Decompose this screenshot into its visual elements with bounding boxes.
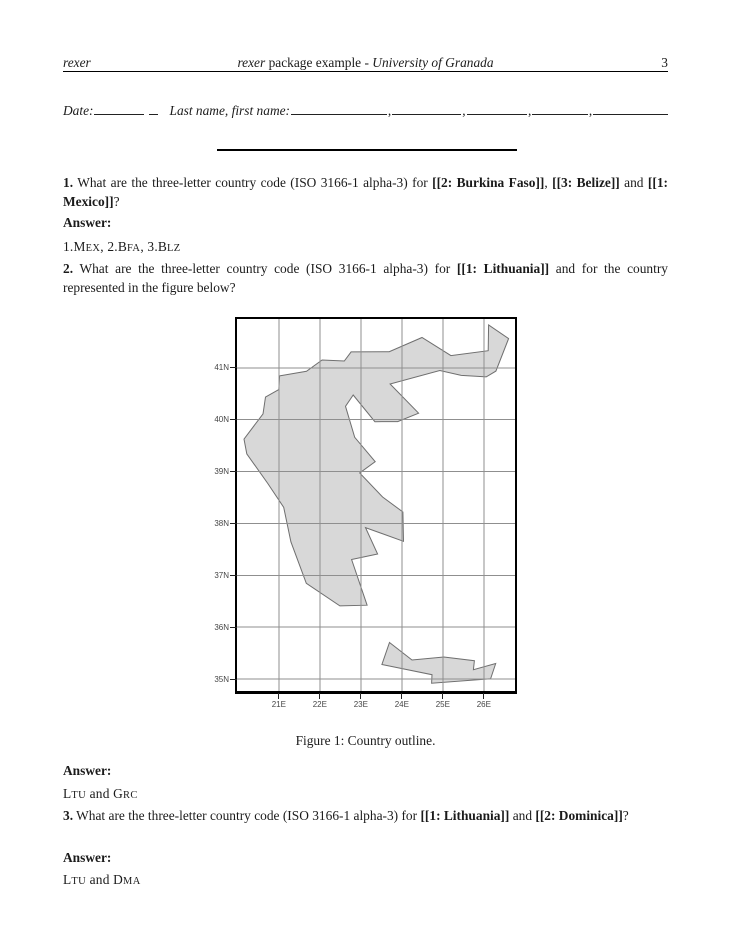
x-tick-label: 21E [271,700,286,709]
x-tick [319,693,320,699]
text-segment: [[3: Belize]] [552,175,620,190]
x-tick-label: 24E [394,700,409,709]
header-left-title: rexer [63,55,91,70]
text-segment: , [544,175,553,190]
text-segment: [[1: Lithuania]] [456,261,550,276]
date-blank-short [149,102,158,115]
x-tick [483,693,484,699]
name-blank-segment [532,102,588,115]
text-segment: and [509,808,536,823]
text-segment: package example - [265,55,373,70]
date-label: Date: [63,103,94,118]
text-segment: and [619,175,648,190]
answer-label-3: Answer: [63,850,112,865]
text-segment: ? [622,808,629,823]
smallcaps-run: TU [71,876,87,887]
answer-text-3: LTU and DMA [63,872,141,887]
page-header [63,55,668,71]
name-blank-segment [467,102,527,115]
smallcaps-run: MA [123,876,141,887]
question-2 [63,260,668,297]
y-tick [230,575,237,576]
y-tick [230,679,237,680]
text-segment: and for the country represented in the figure below? [63,261,668,295]
x-tick [442,693,443,699]
answer-label-1: Answer: [63,215,112,230]
x-tick [278,693,279,699]
text-segment: [[2: Burkina Faso]] [432,175,545,190]
text-segment: 2. [63,261,74,276]
date-name-line [63,102,668,119]
y-tick [230,627,237,628]
name-blank [291,102,668,119]
page-number: 3 [661,55,668,70]
text-segment: [[1: Lithuania]] [420,808,510,823]
figure-plot [214,317,517,709]
answer-label-2: Answer: [63,763,112,778]
y-tick-label: 41N [214,363,229,373]
text-segment: 1. [63,175,74,190]
smallcaps-run: TU [71,790,87,801]
y-tick-label: 38N [214,518,229,528]
answer-text-2: LTU and GRC [63,786,138,801]
y-tick-label: 36N [214,622,229,632]
question-3 [63,807,668,826]
text-segment: [[2: Dominica]] [535,808,623,823]
text-segment: ? [113,193,120,209]
blank-comma: , [588,103,593,118]
answer-text-1: 1.MEX, 2.BFA, 3.BLZ [63,239,181,254]
name-label: Last name, first name: [169,103,291,118]
section-rule [217,149,517,151]
x-tick-label: 22E [312,700,327,709]
y-tick [230,419,237,420]
name-blank-segment [593,102,668,115]
blank-comma: , [387,103,392,118]
figure-caption: Figure 1: Country outline. [295,733,436,748]
figure-1 [200,317,540,721]
country-polygon-crete [382,643,496,684]
header-rule [63,71,668,72]
text-segment: 3. [63,808,74,823]
y-tick [230,523,237,524]
text-segment: What are the three-letter country code (ISO 3166-1 alpha-3) for [73,175,433,190]
header-center-title [173,55,558,71]
text-segment: [[1: Mexico]] [63,175,668,209]
x-tick-label: 25E [435,700,450,709]
text-segment: University of Granada [372,55,494,70]
smallcaps-run: FA [126,243,141,254]
blank-comma: , [527,103,532,118]
y-tick [230,367,237,368]
text-segment: What are the three-letter country code (ISO 3166-1 alpha-3) for [73,808,421,823]
y-tick-label: 37N [214,570,229,580]
text-segment: rexer [237,55,266,70]
date-blank [94,102,144,115]
x-tick-label: 23E [353,700,368,709]
name-blank-segment [291,102,387,115]
text-segment: What are the three-letter country code (ISO 3166-1 alpha-3) for [73,261,457,276]
question-1 [63,174,668,211]
map-svg [237,319,515,691]
x-tick [360,693,361,699]
country-polygon-mainland [244,325,509,606]
smallcaps-run: RC [123,790,138,801]
name-blank-segment [392,102,461,115]
y-tick-label: 35N [214,674,229,684]
x-tick [401,693,402,699]
y-tick [230,471,237,472]
y-tick-label: 39N [214,467,229,477]
x-tick-label: 26E [476,700,491,709]
y-tick-label: 40N [214,415,229,425]
blank-comma: , [462,103,466,118]
smallcaps-run: LZ [167,243,181,254]
smallcaps-run: EX [85,243,101,254]
